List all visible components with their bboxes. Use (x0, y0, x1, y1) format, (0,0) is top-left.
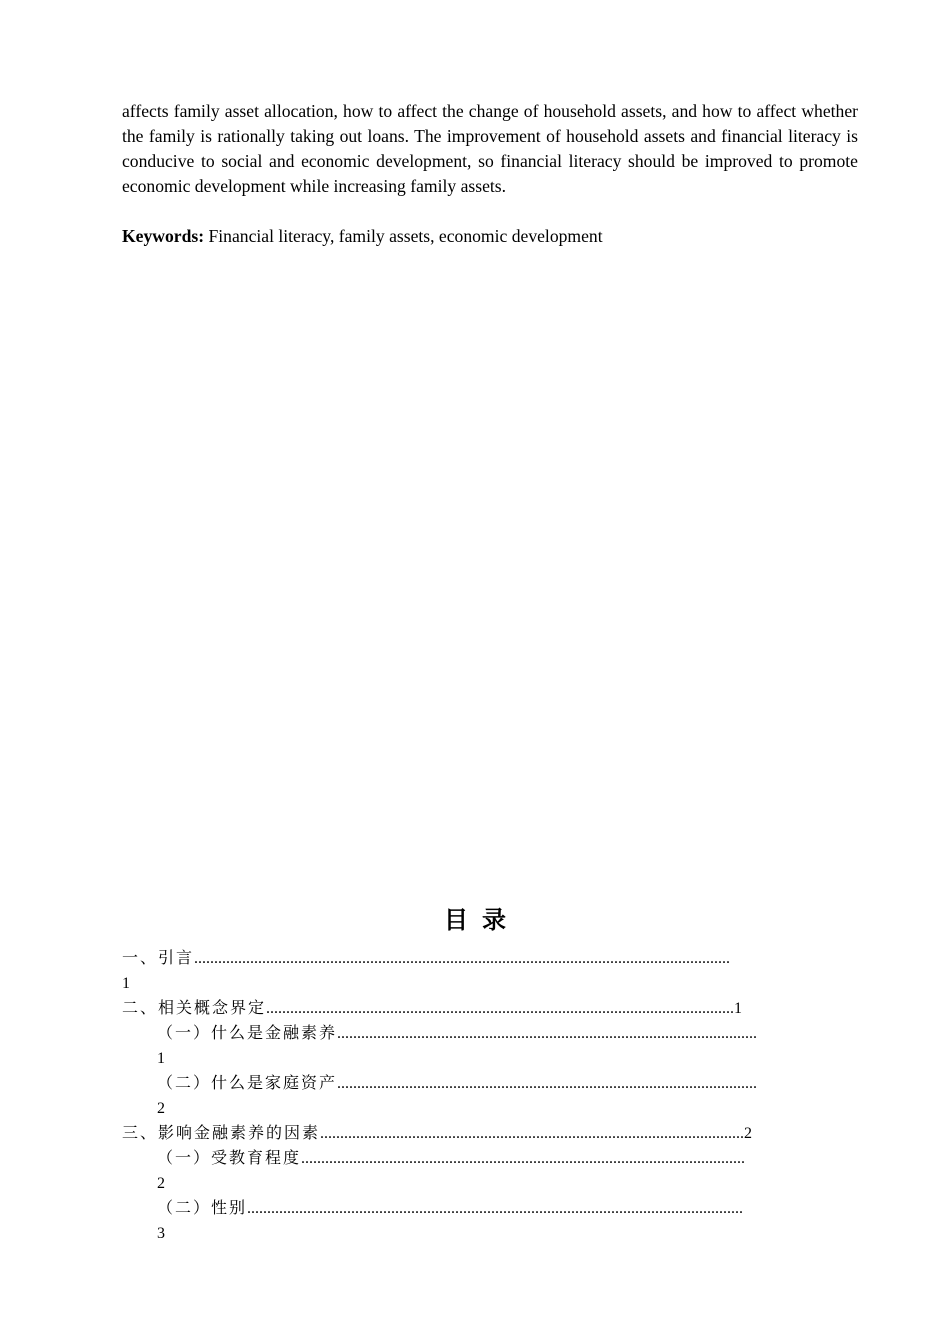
toc-entry[interactable] (122, 1070, 866, 1095)
toc-entry-page: 3 (157, 1225, 165, 1242)
table-of-contents (122, 945, 866, 1245)
toc-entry-text: （一）什么是金融素养 (157, 1023, 338, 1042)
toc-entry[interactable] (122, 1120, 866, 1145)
keywords-line (122, 224, 858, 249)
toc-entry-leader: ...................................................................................................................................... (194, 950, 731, 967)
toc-entry-page: 1 (157, 1050, 165, 1067)
toc-entry-leader: ......................................................................................................... (337, 1075, 758, 1092)
toc-entry-text: （二）什么是家庭资产 (157, 1073, 338, 1092)
toc-entry-leader: ............................................................................................................................ (247, 1200, 744, 1217)
toc-title: 目录 (444, 906, 520, 934)
toc-entry[interactable] (122, 1195, 866, 1220)
toc-entry-page: 1 (122, 975, 130, 992)
toc-entry-text: 三、影响金融素养的因素 (122, 1123, 321, 1142)
toc-entry-page: 1 (734, 1000, 743, 1017)
toc-entry-leader: ..................................................................................................................... (266, 1000, 735, 1017)
toc-entry-leader: .......................................................................................................... (320, 1125, 745, 1142)
toc-entry-text: （二）性别 (157, 1198, 248, 1217)
toc-entry-text: 一、引言 (122, 948, 195, 967)
abstract-paragraph: affects family asset allocation, how to affect the change of household assets, and how to affect whether the family is rationally taking out loans. The improvement of household assets and financial literacy is conducive to social and economic development, so financial literacy should be improved to promote economic development while increasing family assets. (122, 101, 858, 196)
toc-entry[interactable] (122, 945, 866, 970)
toc-entry[interactable] (122, 1145, 866, 1170)
toc-entry[interactable] (122, 1170, 866, 1195)
toc-entry-page: 2 (157, 1100, 165, 1117)
toc-entry[interactable] (122, 1045, 866, 1070)
toc-entry[interactable] (122, 1220, 866, 1245)
toc-entry[interactable] (122, 995, 866, 1020)
toc-entry-leader: ......................................................................................................... (337, 1025, 758, 1042)
toc-entry-text: 二、相关概念界定 (122, 998, 267, 1017)
toc-entry-page: 2 (744, 1125, 753, 1142)
toc-entry-leader: ............................................................................................................... (301, 1150, 746, 1167)
toc-entry-text: （一）受教育程度 (157, 1148, 302, 1167)
keywords-value: Financial literacy, family assets, economic development (204, 226, 603, 246)
toc-entry[interactable] (122, 970, 866, 995)
toc-entry-page: 2 (157, 1175, 165, 1192)
keywords-label: Keywords: (122, 226, 205, 246)
toc-entry[interactable] (122, 1095, 866, 1120)
toc-entry[interactable] (122, 1020, 866, 1045)
